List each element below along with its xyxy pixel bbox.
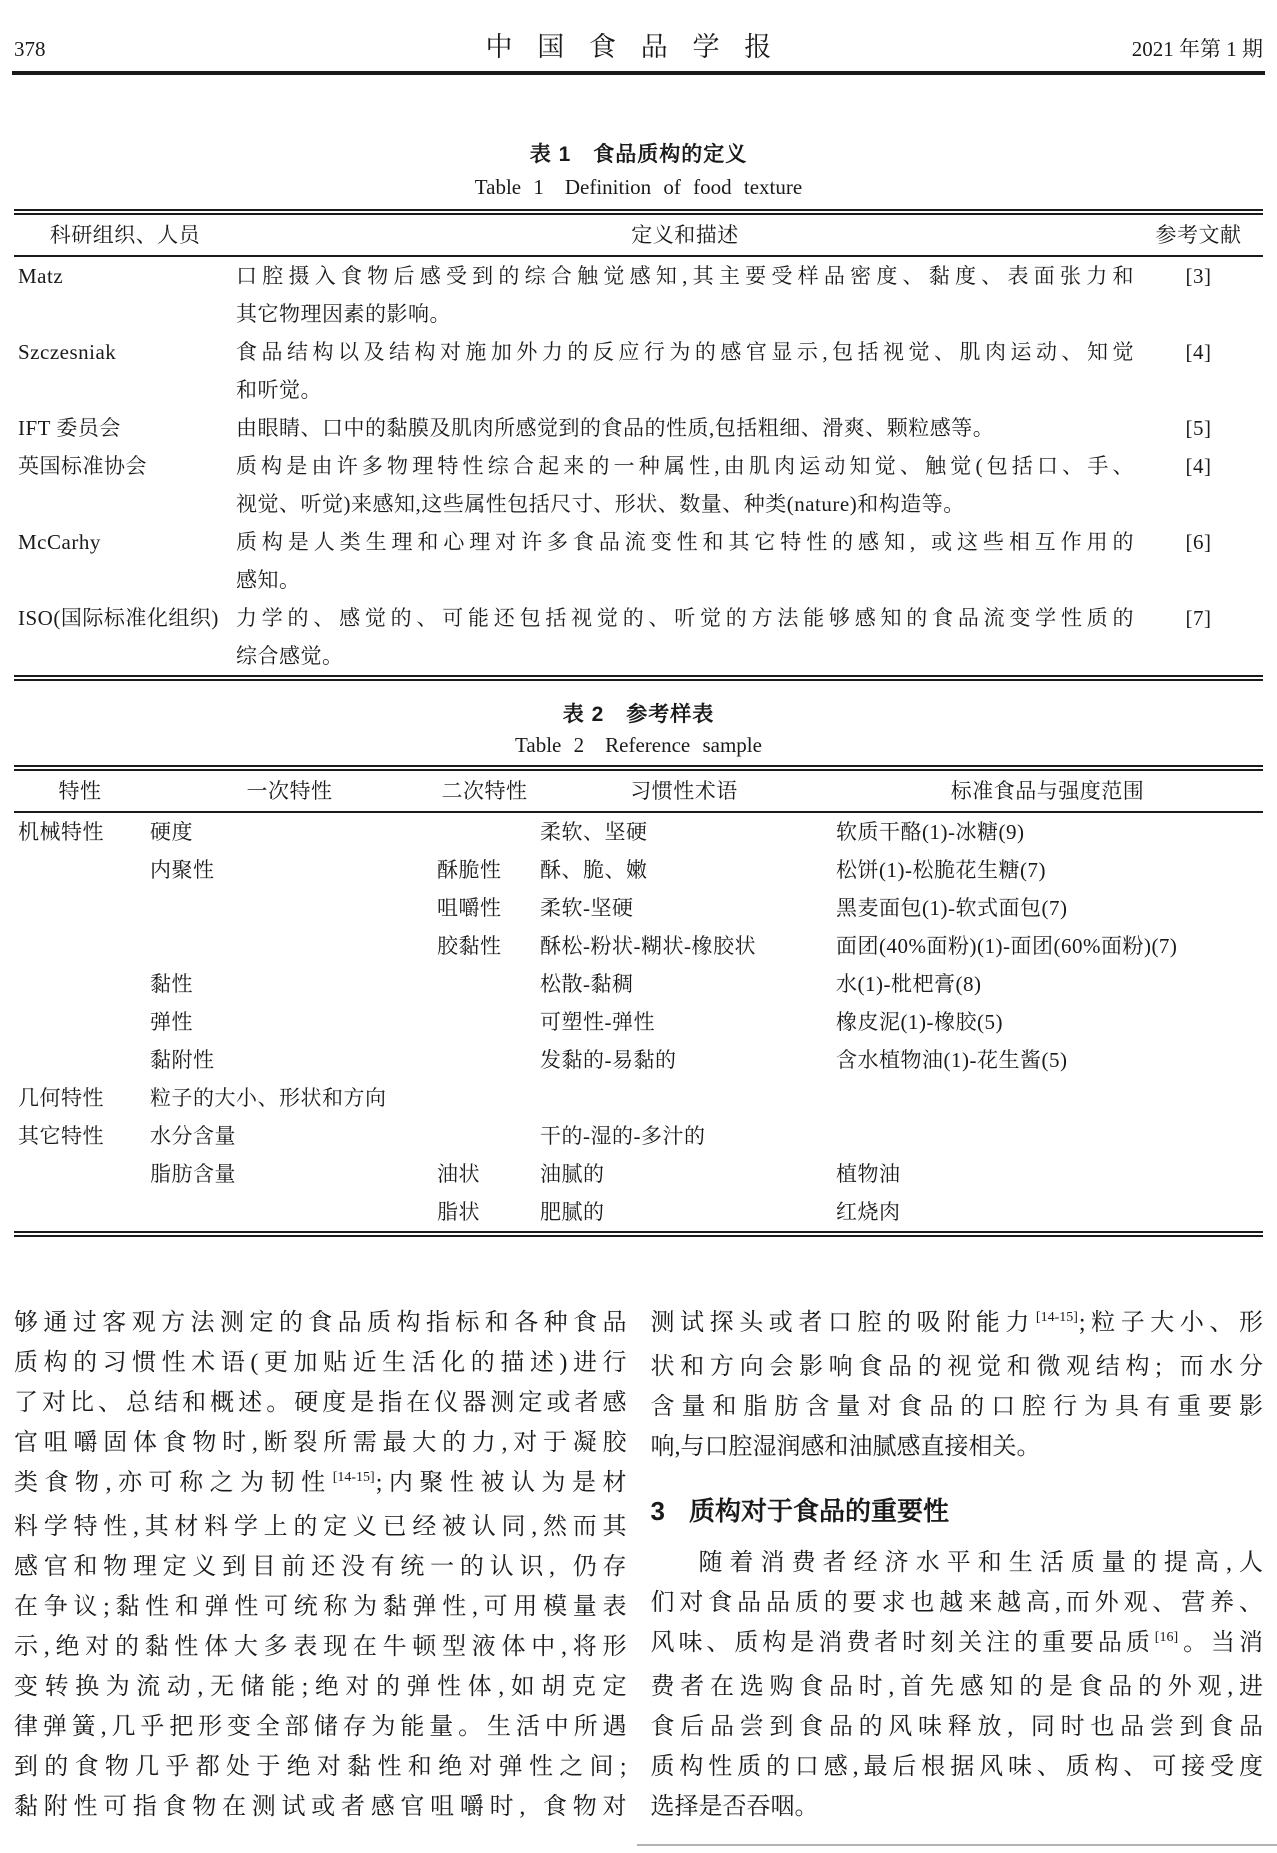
body-line: 示,绝对的黏性体大多表现在牛顿型液体中,将形 xyxy=(14,1633,627,1660)
org-cell: McCarhy xyxy=(18,529,101,554)
cell-terms: 干的-湿的-多汁的 xyxy=(540,1123,706,1148)
heading-title: 质构对于食品的重要性 xyxy=(688,1495,949,1526)
cell-primary: 弹性 xyxy=(150,1009,193,1034)
definition-cell xyxy=(236,333,1134,409)
definition-line: 力学的、感觉的、可能还包括视觉的、听觉的方法能够感知的食品流变学性质的 xyxy=(236,605,1134,630)
table1-row xyxy=(14,523,1263,599)
body-text: ;粒子大小、形 xyxy=(1078,1309,1264,1336)
table2-row xyxy=(14,1193,1263,1231)
body-line: 变转换为流动,无储能;绝对的弹性体,如胡克定 xyxy=(14,1673,627,1700)
body-text: 。当消 xyxy=(1179,1629,1264,1656)
table2-row xyxy=(14,927,1263,965)
definition-line: 综合感觉。 xyxy=(236,643,344,668)
cell-terms: 酥松-粉状-糊状-橡胶状 xyxy=(540,933,756,958)
definition-line: 和听觉。 xyxy=(236,377,322,402)
table2-row xyxy=(14,889,1263,927)
column-header-primary: 一次特性 xyxy=(246,778,333,803)
column-header-property: 特性 xyxy=(58,778,102,803)
cell-terms: 发黏的-易黏的 xyxy=(540,1047,677,1072)
body-line: 在争议;黏性和弹性可统称为黏弹性,可用模量表 xyxy=(14,1593,627,1620)
table2-row xyxy=(14,1041,1263,1079)
column-header-terms: 习惯性术语 xyxy=(630,778,738,803)
cell-primary: 水分含量 xyxy=(150,1123,236,1148)
body-line xyxy=(14,1463,627,1507)
cell-terms: 肥腻的 xyxy=(540,1199,605,1224)
body-line: 律弹簧,几乎把形变全部储存为能量。生活中所遇 xyxy=(14,1713,627,1740)
body-line: 质构的习惯性术语(更加贴近生活化的描述)进行 xyxy=(14,1349,627,1376)
cell-terms: 可塑性-弹性 xyxy=(540,1009,655,1034)
body-line: 们对食品品质的要求也越来越高,而外观、营养、 xyxy=(650,1589,1263,1616)
definition-line: 感知。 xyxy=(236,567,301,592)
cell-standards: 软质干酪(1)-冰糖(9) xyxy=(836,819,1025,844)
table1-row xyxy=(14,599,1263,675)
body-line: 到的食物几乎都处于绝对黏性和绝对弹性之间; xyxy=(14,1753,627,1780)
org-cell: IFT 委员会 xyxy=(18,415,121,440)
body-text: 类食物,亦可称之为韧性 xyxy=(14,1469,332,1496)
body-line: 感官和物理定义到目前还没有统一的认识, 仍存 xyxy=(14,1553,627,1580)
citation-superscript: [14-15] xyxy=(1035,1309,1078,1325)
table1-bottom-rule xyxy=(14,675,1263,681)
table2-row xyxy=(14,1117,1263,1155)
cell-secondary: 油状 xyxy=(437,1161,480,1186)
cell-primary: 内聚性 xyxy=(150,857,215,882)
column-header-reference: 参考文献 xyxy=(1155,222,1242,247)
body-text: 风味、质构是消费者时刻关注的重要品质 xyxy=(650,1629,1154,1656)
cell-standards: 植物油 xyxy=(836,1161,901,1186)
body-line: 食后品尝到食品的风味释放, 同时也品尝到食品 xyxy=(650,1713,1263,1740)
body-columns xyxy=(0,1303,1277,1827)
citation-superscript: [16] xyxy=(1154,1629,1179,1645)
reference-cell: [3] xyxy=(1185,263,1212,288)
body-text: ;内聚性被认为是材 xyxy=(375,1469,627,1496)
table1-row xyxy=(14,447,1263,523)
section-paragraph xyxy=(651,1543,1264,1827)
cell-standards: 面团(40%面粉)(1)-面团(60%面粉)(7) xyxy=(836,933,1178,958)
cell-primary: 粒子的大小、形状和方向 xyxy=(150,1085,387,1110)
cell-terms: 柔软-坚硬 xyxy=(540,895,634,920)
definition-cell xyxy=(236,447,1134,523)
column-header-secondary: 二次特性 xyxy=(441,778,528,803)
cell-secondary: 咀嚼性 xyxy=(437,895,502,920)
definition-cell xyxy=(236,409,1134,447)
cell-secondary: 脂状 xyxy=(437,1199,480,1224)
issue-label: 2021 年第 1 期 xyxy=(1131,37,1263,61)
body-line: 黏附性可指食物在测试或者感官咀嚼时, 食物对 xyxy=(14,1793,627,1820)
reference-cell: [5] xyxy=(1185,415,1212,440)
body-line: 质构性质的口感,最后根据风味、质构、可接受度 xyxy=(650,1753,1263,1780)
cell-property: 机械特性 xyxy=(18,819,104,844)
cell-standards: 水(1)-枇杷膏(8) xyxy=(836,971,982,996)
cell-standards: 含水植物油(1)-花生酱(5) xyxy=(836,1047,1068,1072)
table2 xyxy=(14,765,1263,1237)
header-rule xyxy=(12,71,1265,75)
cell-property: 其它特性 xyxy=(18,1123,104,1148)
definition-line: 质构是由许多物理特性综合起来的一种属性,由肌肉运动知觉、触觉(包括口、手、 xyxy=(236,453,1134,478)
left-column xyxy=(14,1303,627,1827)
cell-standards: 松饼(1)-松脆花生糖(7) xyxy=(836,857,1046,882)
org-cell: 英国标准协会 xyxy=(18,453,147,478)
cell-secondary: 酥脆性 xyxy=(437,857,502,882)
definition-line: 其它物理因素的影响。 xyxy=(236,301,451,326)
heading-number: 3 xyxy=(650,1495,665,1526)
table2-row xyxy=(14,1003,1263,1041)
table2-row xyxy=(14,1079,1263,1117)
citation-superscript: [14-15] xyxy=(332,1469,375,1485)
table2-header-row xyxy=(14,771,1263,811)
body-line: 状和方向会影响食品的视觉和微观结构; 而水分 xyxy=(650,1353,1263,1380)
cell-primary: 黏附性 xyxy=(150,1047,215,1072)
cell-primary: 黏性 xyxy=(150,971,193,996)
table2-bottom-rule xyxy=(14,1231,1263,1237)
definition-line: 视觉、听觉)来感知,这些属性包括尺寸、形状、数量、种类(nature)和构造等。 xyxy=(236,491,965,516)
table2-row xyxy=(14,965,1263,1003)
table1-header-row xyxy=(14,215,1263,255)
cell-standards: 橡皮泥(1)-橡胶(5) xyxy=(836,1009,1003,1034)
cell-primary: 脂肪含量 xyxy=(150,1161,236,1186)
column-header-definition: 定义和描述 xyxy=(631,222,739,247)
section-heading xyxy=(651,1493,1264,1529)
table1-row xyxy=(14,333,1263,409)
table2-row xyxy=(14,1155,1263,1193)
reference-cell: [7] xyxy=(1185,605,1212,630)
cell-primary: 硬度 xyxy=(150,819,193,844)
table2-row xyxy=(14,851,1263,889)
cell-standards: 黑麦面包(1)-软式面包(7) xyxy=(836,895,1068,920)
table1-row xyxy=(14,257,1263,333)
body-line: 随着消费者经济水平和生活质量的提高,人 xyxy=(698,1549,1263,1576)
body-line: 响,与口腔湿润感和油腻感直接相关。 xyxy=(650,1433,1041,1460)
table1-caption-en: Table 1 Definition of food texture xyxy=(474,174,803,199)
cell-standards: 红烧肉 xyxy=(836,1199,901,1224)
cell-property: 几何特性 xyxy=(18,1085,104,1110)
body-line: 料学特性,其材料学上的定义已经被认同,然而其 xyxy=(14,1513,627,1540)
body-line xyxy=(651,1623,1264,1667)
journal-title: 中 国 食 品 学 报 xyxy=(485,32,781,62)
table1-row xyxy=(14,409,1263,447)
org-cell: ISO(国际标准化组织) xyxy=(18,605,219,630)
cell-terms: 油腻的 xyxy=(540,1161,605,1186)
bottom-partial-rule xyxy=(637,1844,1277,1846)
definition-cell xyxy=(236,523,1134,599)
page-number: 378 xyxy=(14,37,46,61)
definition-cell xyxy=(236,257,1134,333)
org-cell: Matz xyxy=(18,263,64,288)
cell-secondary: 胶黏性 xyxy=(437,933,502,958)
body-line: 够通过客观方法测定的食品质构指标和各种食品 xyxy=(14,1309,627,1336)
body-line: 了对比、总结和概述。硬度是指在仪器测定或者感 xyxy=(14,1389,627,1416)
body-line: 含量和脂肪含量对食品的口腔行为具有重要影 xyxy=(650,1393,1263,1420)
reference-cell: [6] xyxy=(1185,529,1212,554)
table2-caption-cn: 表 2 参考样表 xyxy=(562,702,715,726)
table1-caption-cn: 表 1 食品质构的定义 xyxy=(529,142,748,166)
definition-line: 质构是人类生理和心理对许多食品流变性和其它特性的感知, 或这些相互作用的 xyxy=(236,529,1134,554)
definition-line: 由眼睛、口中的黏膜及肌肉所感觉到的食品的性质,包括粗细、滑爽、颗粒感等。 xyxy=(236,415,995,440)
table2-caption-en: Table 2 Reference sample xyxy=(515,732,762,757)
definition-line: 口腔摄入食物后感受到的综合触觉感知,其主要受样品密度、黏度、表面张力和 xyxy=(236,263,1134,288)
table2-row xyxy=(14,813,1263,851)
reference-cell: [4] xyxy=(1185,453,1212,478)
body-line: 选择是否吞咽。 xyxy=(650,1793,819,1820)
reference-cell: [4] xyxy=(1185,339,1212,364)
body-line: 官咀嚼固体食物时,断裂所需最大的力,对于凝胶 xyxy=(14,1429,627,1456)
column-header-standards: 标准食品与强度范围 xyxy=(950,778,1145,803)
body-line xyxy=(651,1303,1264,1347)
right-column xyxy=(651,1303,1264,1827)
definition-cell xyxy=(236,599,1134,675)
org-cell: Szczesniak xyxy=(18,339,117,364)
table1 xyxy=(14,209,1263,681)
cell-terms: 酥、脆、嫩 xyxy=(540,857,648,882)
cell-terms: 柔软、坚硬 xyxy=(540,819,648,844)
body-text: 测试探头或者口腔的吸附能力 xyxy=(650,1309,1035,1336)
definition-line: 食品结构以及结构对施加外力的反应行为的感官显示,包括视觉、肌肉运动、知觉 xyxy=(236,339,1134,364)
column-header-org: 科研组织、人员 xyxy=(49,222,201,247)
page-header xyxy=(0,0,1277,71)
body-line: 费者在选购食品时,首先感知的是食品的外观,进 xyxy=(650,1673,1263,1700)
cell-terms: 松散-黏稠 xyxy=(540,971,634,996)
